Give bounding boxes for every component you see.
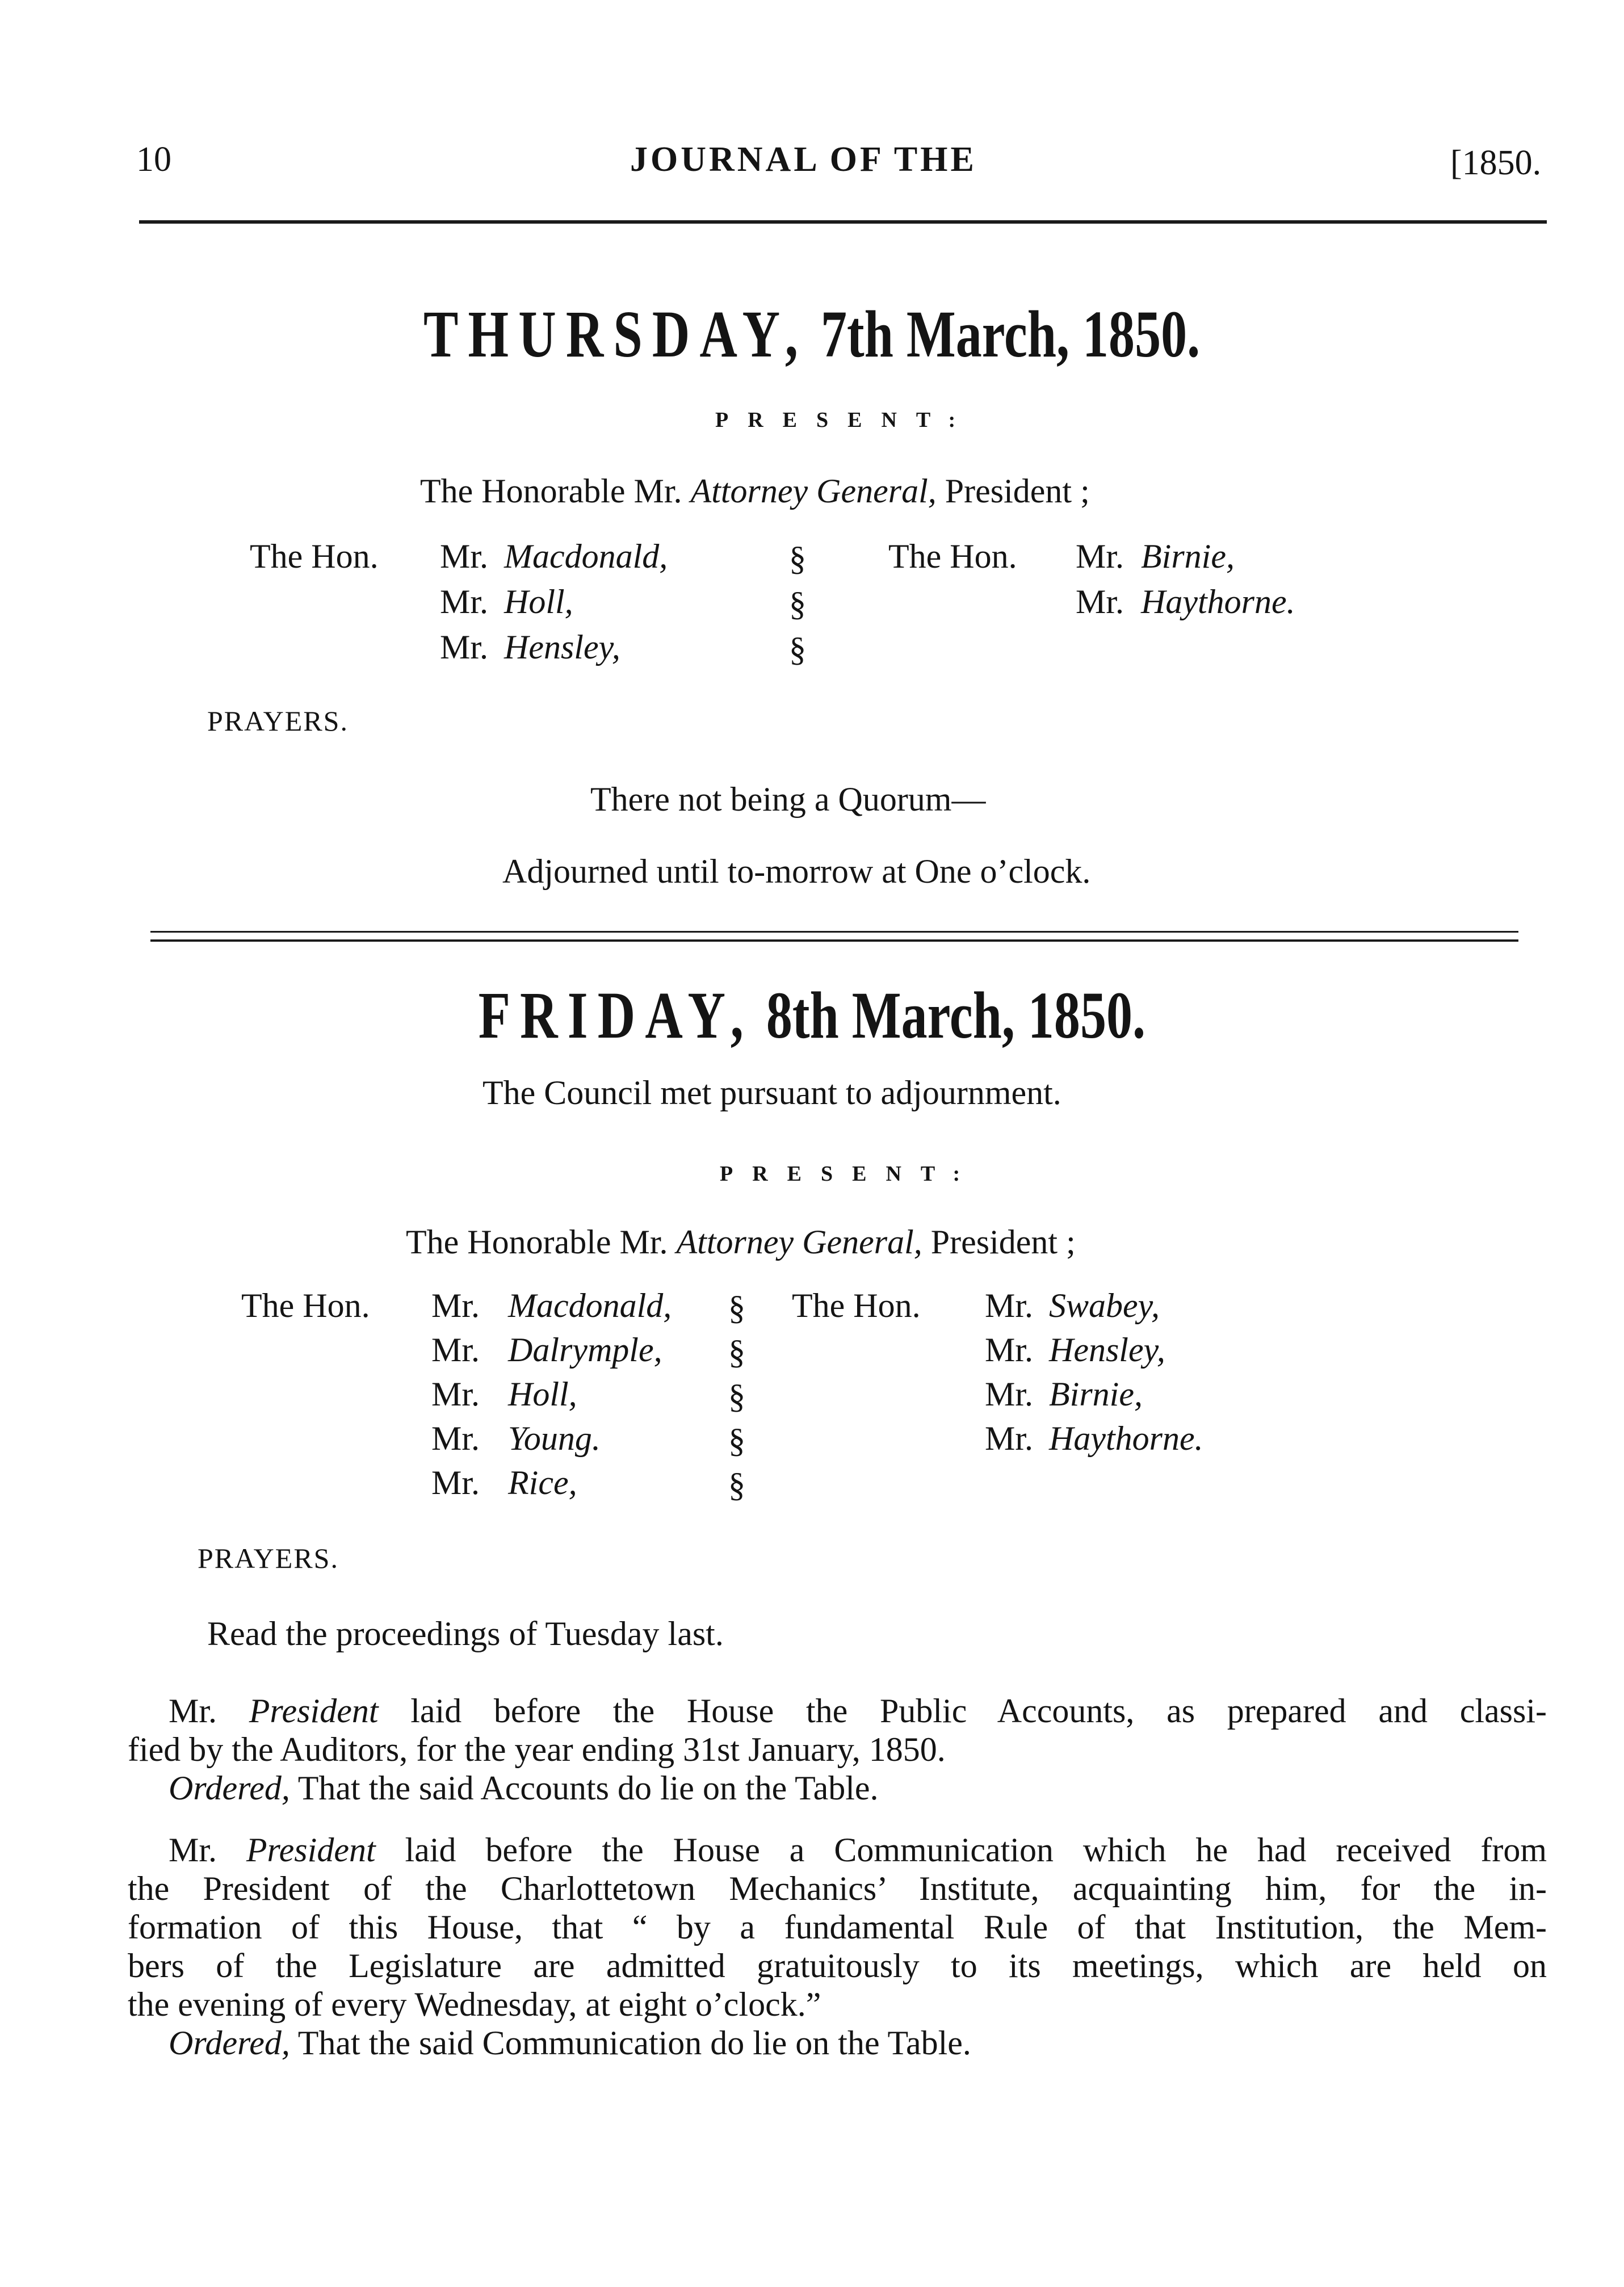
- member-title: Mr.: [431, 1287, 480, 1324]
- quorum-line: There not being a Quorum—: [590, 780, 986, 818]
- president-prefix: The Honorable Mr.: [406, 1223, 668, 1261]
- member-name: Holl,: [508, 1375, 577, 1413]
- friday-heading: [0, 978, 1624, 1052]
- member-title: Mr.: [431, 1375, 480, 1413]
- section-mark: §: [728, 1333, 745, 1371]
- paragraph-line: formation of this House, that “ by a fundamental Rule of that Institution, the Mem-: [128, 1908, 1547, 1946]
- public-accounts-paragraph: [128, 1692, 1547, 1807]
- member-title: Mr.: [431, 1464, 480, 1501]
- council-met-line: The Council met pursuant to adjournment.: [482, 1074, 1061, 1111]
- paragraph-line: [128, 1831, 1547, 1869]
- page-number: 10: [136, 140, 171, 179]
- member-name: Birnie,: [1141, 538, 1235, 575]
- thursday-present-label: PRESENT:: [715, 408, 975, 432]
- section-mark: §: [789, 585, 806, 623]
- section-mark: §: [728, 1422, 745, 1459]
- member-title: Mr.: [985, 1420, 1034, 1457]
- line-text: laid before the House a Communication which he had received from: [405, 1831, 1547, 1869]
- member-name: Hensley,: [504, 628, 620, 666]
- friday-right-prefix: The Hon.: [792, 1287, 921, 1324]
- header-year: [1850.: [1450, 144, 1542, 182]
- paragraph-line: the evening of every Wednesday, at eight o’clock.”: [128, 1986, 821, 2023]
- member-title: Mr.: [1076, 583, 1124, 620]
- member-name: Macdonald,: [508, 1287, 672, 1324]
- president-name: Attorney General,: [676, 1223, 922, 1261]
- member-name: Birnie,: [1049, 1375, 1143, 1413]
- line-text: That the said Communication do lie on the Table.: [297, 2024, 971, 2062]
- paragraph-line: the President of the Charlottetown Mechanics’ Institute, acquainting him, for the in-: [128, 1870, 1547, 1907]
- friday-present-label: PRESENT:: [720, 1162, 980, 1186]
- section-mark: §: [728, 1289, 745, 1327]
- member-name: Macdonald,: [504, 538, 668, 575]
- member-name: Holl,: [504, 583, 573, 620]
- thursday-heading: [0, 297, 1624, 371]
- member-name: Young.: [508, 1420, 601, 1457]
- section-mark: §: [728, 1466, 745, 1504]
- line-text: laid before the House the Public Accounts, as prepared and classi-: [410, 1692, 1547, 1730]
- read-proceedings-line: Read the proceedings of Tuesday last.: [207, 1615, 724, 1652]
- friday-left-prefix: The Hon.: [241, 1287, 370, 1324]
- ordered-word: Ordered,: [169, 1769, 290, 1807]
- member-name: Rice,: [508, 1464, 577, 1501]
- prayers-label: PRAYERS.: [207, 705, 349, 737]
- member-title: Mr.: [431, 1420, 480, 1457]
- line-text: That the said Accounts do lie on the Table.: [297, 1769, 879, 1807]
- member-title: Mr.: [431, 1331, 480, 1369]
- member-title: Mr.: [1076, 538, 1124, 575]
- ordered-word: Ordered,: [169, 2024, 290, 2062]
- member-name: Dalrymple,: [508, 1331, 662, 1369]
- member-title: Mr.: [985, 1287, 1034, 1324]
- section-rule-top: [150, 931, 1518, 933]
- running-title: JOURNAL OF THE: [630, 140, 977, 179]
- communication-paragraph: [128, 1831, 1547, 2062]
- member-name: Swabey,: [1049, 1287, 1160, 1324]
- thursday-right-prefix: The Hon.: [888, 538, 1017, 575]
- member-title: Mr.: [440, 628, 489, 666]
- friday-date: 8th March, 1850.: [766, 978, 1146, 1052]
- president-name: Attorney General,: [690, 472, 937, 510]
- member-title: Mr.: [440, 583, 489, 620]
- thursday-date: 7th March, 1850.: [821, 297, 1201, 371]
- president-title: President ;: [945, 472, 1090, 510]
- member-title: Mr.: [440, 538, 489, 575]
- paragraph-line: [128, 1769, 1547, 1807]
- member-name: Haythorne.: [1049, 1420, 1203, 1457]
- mr-word: Mr.: [169, 1692, 217, 1730]
- member-title: Mr.: [985, 1375, 1034, 1413]
- member-name: Hensley,: [1049, 1331, 1165, 1369]
- adjourned-line: Adjourned until to-morrow at One o’clock.: [502, 853, 1091, 890]
- friday-day: FRIDAY,: [478, 978, 754, 1052]
- paragraph-line: fied by the Auditors, for the year ending 31st January, 1850.: [128, 1731, 946, 1768]
- paragraph-line: [128, 2024, 1547, 2062]
- friday-president-line: [406, 1225, 1076, 1259]
- president-word: President: [249, 1692, 379, 1730]
- mr-word: Mr.: [169, 1831, 217, 1869]
- president-word: President: [246, 1831, 376, 1869]
- thursday-president-line: [420, 474, 1090, 508]
- header-rule: [139, 220, 1547, 224]
- section-mark: §: [789, 631, 806, 668]
- thursday-left-prefix: The Hon.: [250, 538, 379, 575]
- paragraph-line: bers of the Legislature are admitted gratuitously to its meetings, which are held on: [128, 1947, 1547, 1984]
- president-title: President ;: [930, 1223, 1076, 1261]
- president-prefix: The Honorable Mr.: [420, 472, 682, 510]
- section-mark: §: [728, 1378, 745, 1415]
- member-name: Haythorne.: [1141, 583, 1295, 620]
- section-rule-bottom: [150, 939, 1518, 942]
- member-title: Mr.: [985, 1331, 1034, 1369]
- paragraph-line: [128, 1692, 1547, 1730]
- thursday-day: THURSDAY,: [423, 297, 808, 371]
- prayers-label: PRAYERS.: [198, 1542, 339, 1574]
- section-mark: §: [789, 540, 806, 577]
